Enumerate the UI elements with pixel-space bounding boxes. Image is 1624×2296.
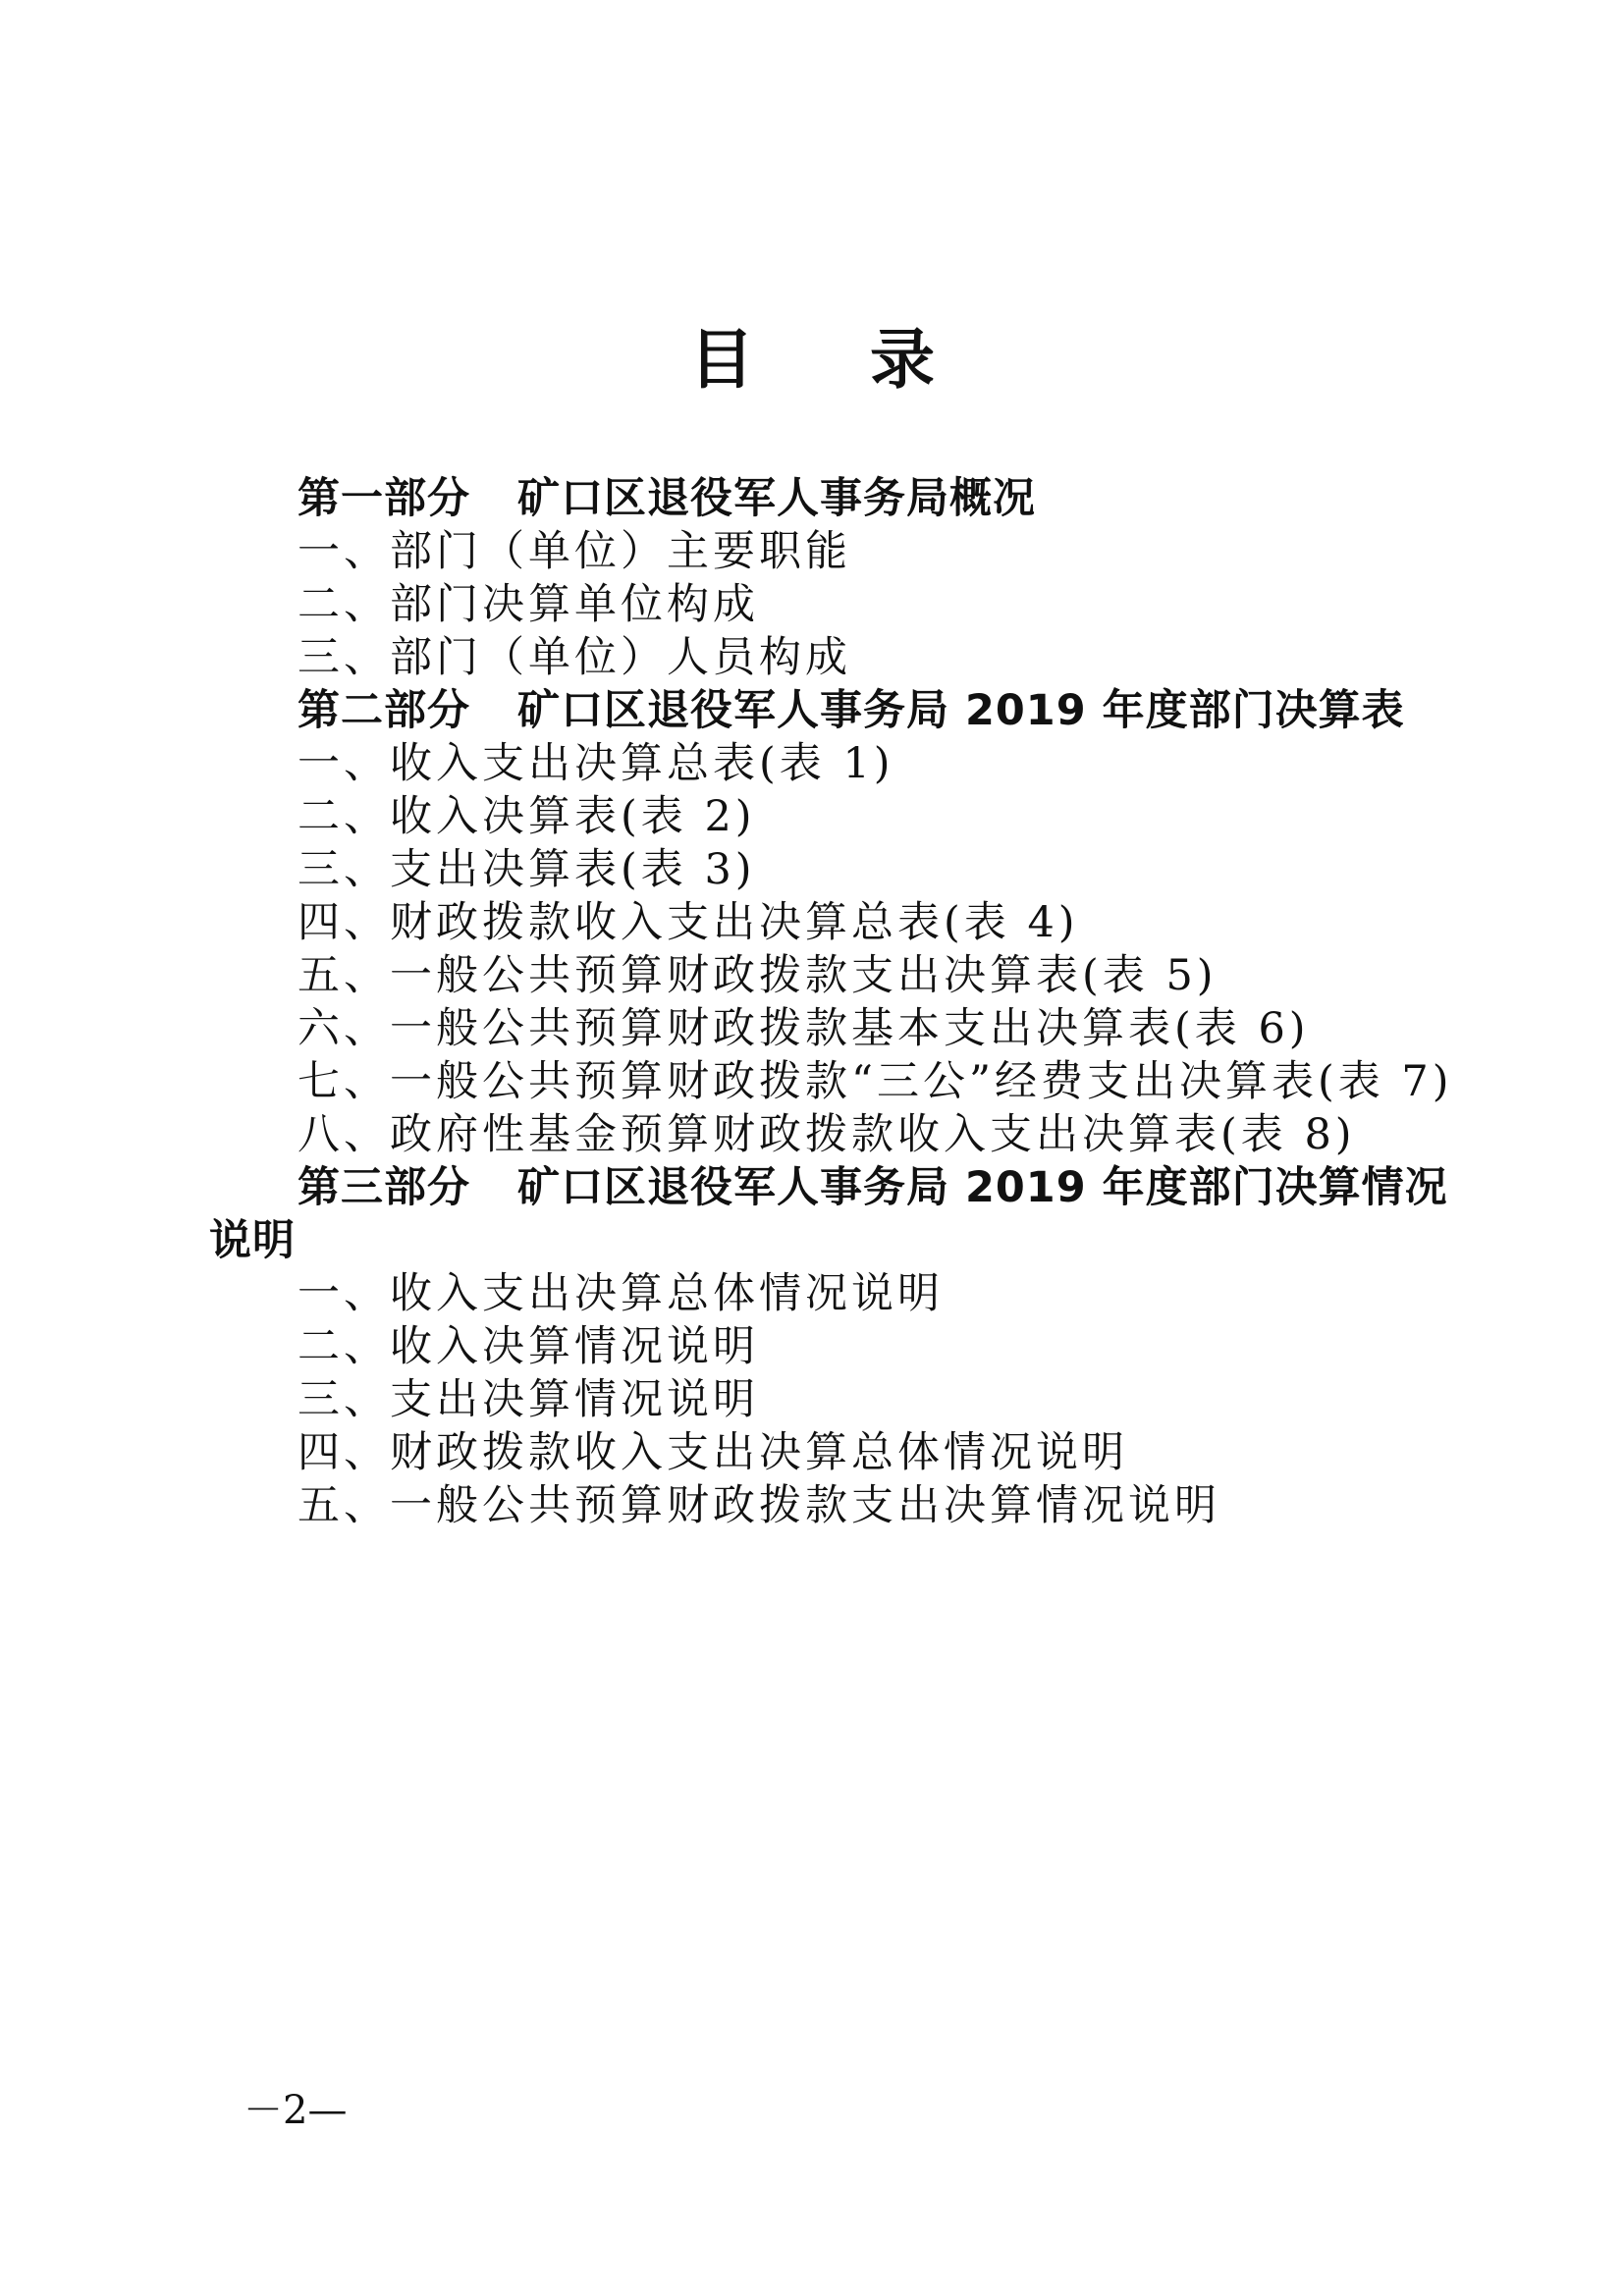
toc-part-1[interactable] [298,469,1036,528]
toc-item[interactable]: 七、一般公共预算财政拨款“三公”经费支出决算表(表 7) [298,1057,1453,1106]
toc-item[interactable]: 一、收入支出决算总体情况说明 [298,1269,944,1318]
part-3-text: 矿口区退役军人事务局 2019 年度部门决算情况 [517,1163,1448,1212]
toc-item[interactable]: 二、部门决算单位构成 [298,580,759,629]
toc-item[interactable]: 一、部门（单位）主要职能 [298,527,851,576]
part-3-label: 第三部分 [298,1163,470,1212]
toc-item[interactable]: 八、政府性基金预算财政拨款收入支出决算表(表 8) [298,1110,1356,1159]
part-2-text: 矿口区退役军人事务局 2019 年度部门决算表 [517,686,1405,735]
toc-item[interactable]: 三、支出决算表(表 3) [298,845,756,894]
toc-item[interactable]: 三、部门（单位）人员构成 [298,633,851,682]
toc-item[interactable]: 二、收入决算情况说明 [298,1322,759,1371]
toc-part-3-continuation[interactable]: 说明 [209,1216,296,1265]
toc-item[interactable]: 五、一般公共预算财政拨款支出决算表(表 5) [298,951,1218,1000]
toc-part-2[interactable] [298,681,1405,740]
toc-item[interactable]: 六、一般公共预算财政拨款基本支出决算表(表 6) [298,1004,1310,1053]
part-1-label: 第一部分 [298,474,470,523]
toc-item[interactable]: 四、财政拨款收入支出决算总表(表 4) [298,898,1079,947]
toc-part-3[interactable] [298,1158,1448,1217]
toc-item[interactable]: 一、收入支出决算总表(表 1) [298,739,894,788]
toc-item[interactable]: 二、收入决算表(表 2) [298,792,756,841]
part-2-label: 第二部分 [298,686,470,735]
title-char-2: 录 [870,322,935,398]
page-title [0,316,1624,404]
part-1-text: 矿口区退役军人事务局概况 [517,474,1036,523]
title-char-1: 目 [689,322,754,398]
toc-item[interactable]: 四、财政拨款收入支出决算总体情况说明 [298,1428,1128,1477]
toc-item[interactable]: 五、一般公共预算财政拨款支出决算情况说明 [298,1481,1220,1530]
page-number: －2— [244,2088,348,2133]
toc-item[interactable]: 三、支出决算情况说明 [298,1375,759,1424]
